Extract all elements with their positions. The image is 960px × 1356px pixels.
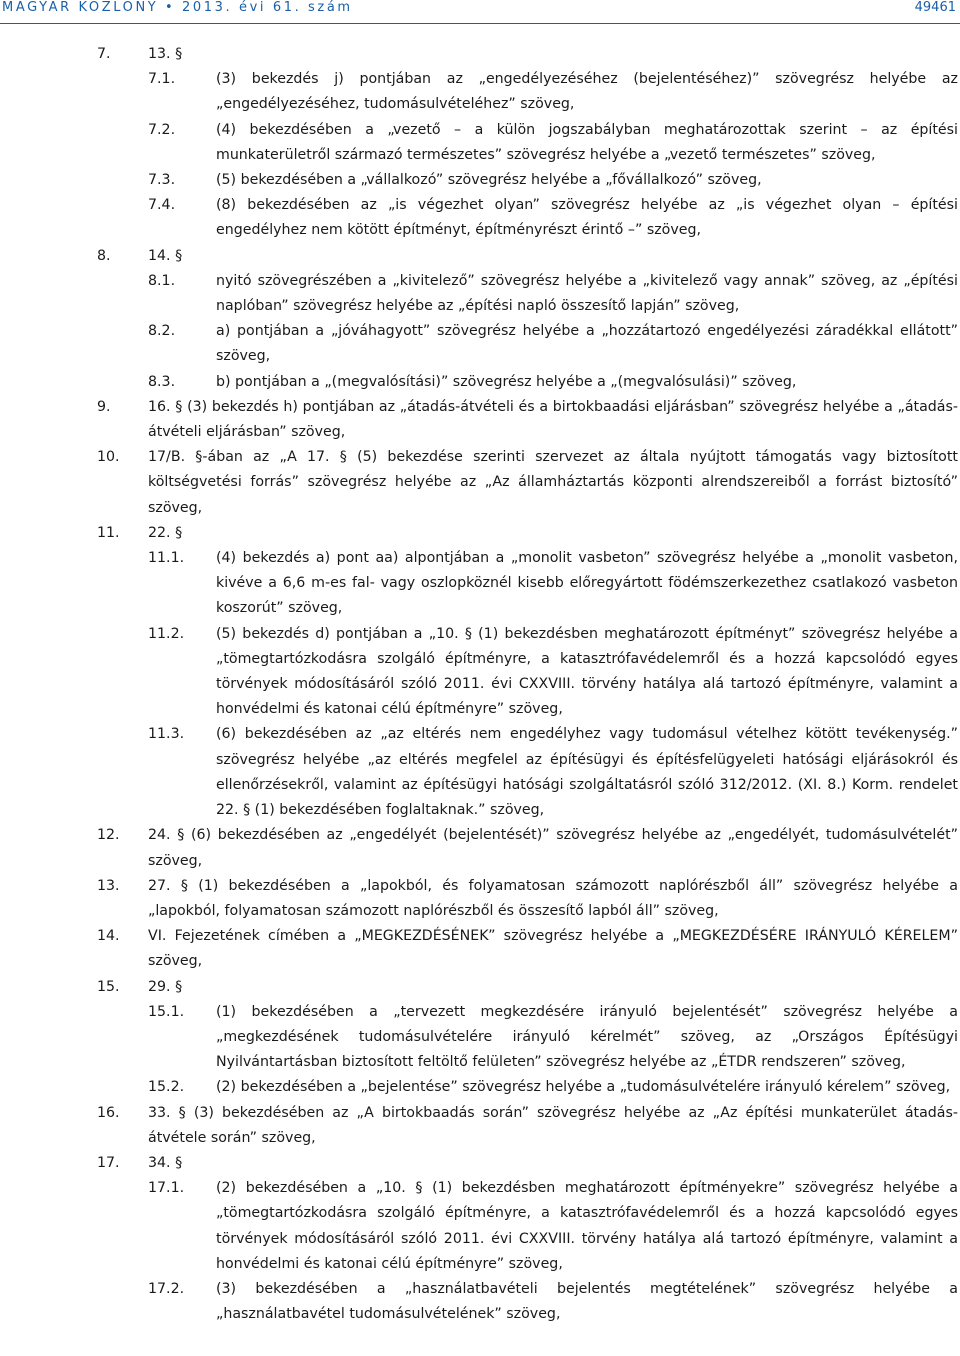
item-text: 13. § xyxy=(148,46,183,62)
sub-item xyxy=(148,1176,958,1277)
item-text: 14. § xyxy=(148,247,183,264)
sub-item-number: 11.3. xyxy=(148,726,185,743)
sub-item-text: (4) bekezdés a) pont aa) alpontjában a „monolit vasbeton” szövegrész helyébe a „monolit vasbeton, kivéve a 6,6 m-es fal- vagy oszlopköznél kisebb előregyártott födémszerkezethez csatlakozó vasbeton koszorút” szöveg, xyxy=(216,550,958,617)
sub-item-number: 8.2. xyxy=(148,323,176,340)
journal-title: MAGYAR KÖZLÖNY • 2013. évi 61. szám xyxy=(2,0,353,15)
sub-item-text: (5) bekezdés d) pontjában a „10. § (1) bekezdésben meghatározott építményt” szövegrész helyébe a „tömegtartózkodásra szolgáló építményre, a katasztrófavédelemről és a hozzá kapcsolódó egyes törvények módosításáról szóló 2011. évi CXXVIII. törvény hatálya alá tartozó építményre, valamint a honvédelmi és katonai célú építményre” szöveg, xyxy=(216,625,958,718)
sub-item-number: 8.1. xyxy=(148,272,176,289)
sub-item-text: (3) bekezdésében a „használatbavételi bejelentés megtételének” szövegrész helyébe a „használatbavétel tudomásulvételének” szöveg, xyxy=(216,1280,958,1323)
list-item xyxy=(0,521,960,823)
sub-item xyxy=(148,370,958,395)
item-number: 13. xyxy=(97,877,120,894)
item-text: 34. § xyxy=(148,1154,183,1171)
item-text: 27. § (1) bekezdésében a „lapokból, és folyamatosan számozott naplórészből áll” szövegrész helyébe a „lapokból, folyamatosan számozott naplórészből és összesítő lapból áll” szöveg, xyxy=(148,877,958,919)
sub-item-number: 7.3. xyxy=(148,172,176,189)
item-number: 14. xyxy=(97,928,120,945)
list-item xyxy=(0,1151,960,1327)
sub-item xyxy=(148,319,958,369)
page-number: 49461 xyxy=(914,0,956,15)
sub-item xyxy=(148,193,958,243)
sub-item-number: 11.2. xyxy=(148,625,185,642)
sub-item xyxy=(148,722,958,823)
item-text: 29. § xyxy=(148,978,183,995)
item-number: 10. xyxy=(97,449,120,466)
sub-item-number: 7.1. xyxy=(148,71,176,88)
sub-item xyxy=(148,67,958,117)
list-item xyxy=(0,1101,960,1151)
item-number: 12. xyxy=(97,827,120,844)
sub-item-text: nyitó szövegrészében a „kivitelező” szövegrész helyébe a „kivitelező vagy annak” szöveg, az „építési naplóban” szövegrész helyébe az „építési napló összesítő lapján” szöveg, xyxy=(216,272,958,315)
sub-item-text: (2) bekezdésében a „bejelentése” szövegrész helyébe a „tudomásulvételére irányuló kérelem” szöveg, xyxy=(216,1079,951,1096)
sub-item-text: b) pontjában a „(megvalósítási)” szövegrész helyébe a „(megvalósulási)” szöveg, xyxy=(216,373,797,390)
sub-item-number: 15.2. xyxy=(148,1079,185,1096)
item-text: VI. Fejezetének címében a „MEGKEZDÉSÉNEK” szövegrész helyébe a „MEGKEZDÉSÉRE IRÁNYULÓ KÉRELEM” szöveg, xyxy=(148,928,958,970)
item-number: 11. xyxy=(97,524,120,541)
sub-item-number: 8.3. xyxy=(148,373,176,390)
sub-item-text: (6) bekezdésében az „az eltérés nem engedélyhez vagy tudomásul vételhez kötött tevékenység.” szövegrész helyébe „az eltérés megfelel az építésügyi és építésfelügyeleti hatósági eljárásokról és ellenőrzésekről, valamint az építésügyi hatósági szolgáltatásról szóló 312/2012. (XI. 8.) Korm. rendelet 22. § (1) bekezdésében foglaltaknak.” szöveg, xyxy=(216,726,958,819)
sub-item xyxy=(148,118,958,168)
page-header xyxy=(0,0,960,22)
sub-item-number: 7.2. xyxy=(148,121,176,138)
sub-item xyxy=(148,1277,958,1327)
sub-item-text: (5) bekezdésében a „vállalkozó” szövegrész helyébe a „fővállalkozó” szöveg, xyxy=(216,172,762,189)
sub-item xyxy=(148,1075,958,1100)
list-item xyxy=(0,395,960,445)
amendment-list xyxy=(0,42,960,1327)
sub-item-text: (3) bekezdés j) pontjában az „engedélyezéséhez (bejelentéséhez)” szövegrész helyébe az „engedélyezéséhez, tudomásulvételéhez” szöveg, xyxy=(216,71,958,113)
sub-item xyxy=(148,269,958,319)
sub-item-text: (4) bekezdésében a „vezető – a külön jogszabályban meghatározottak szerint – az építési munkaterületről származó természetes” szövegrész helyébe a „vezető természetes” szöveg, xyxy=(216,121,958,163)
list-item xyxy=(0,823,960,873)
sub-item xyxy=(148,1000,958,1076)
list-item xyxy=(0,445,960,521)
sub-item xyxy=(148,168,958,193)
list-item xyxy=(0,874,960,924)
item-text: 24. § (6) bekezdésében az „engedélyét (bejelentését)” szövegrész helyébe az „engedélyét, tudomásulvételét” szöveg, xyxy=(148,827,958,869)
sub-item-number: 17.2. xyxy=(148,1280,185,1297)
item-text: 16. § (3) bekezdés h) pontjában az „átadás-átvételi és a birtokbaadási eljárásban” szövegrész helyébe a „átadás-átvételi eljárásban” szöveg, xyxy=(148,398,958,441)
sub-item-text: (8) bekezdésében az „is végezhet olyan” szövegrész helyébe az „is végezhet olyan – építési engedélyhez nem kötött építményt, építményrészt érintő –” szöveg, xyxy=(216,197,958,239)
item-number: 7. xyxy=(97,46,111,62)
sub-item xyxy=(148,622,958,723)
sub-item-number: 11.1. xyxy=(148,550,185,567)
sub-item-number: 7.4. xyxy=(148,197,176,214)
list-item xyxy=(0,975,960,1101)
sub-item-number: 17.1. xyxy=(148,1180,185,1197)
item-text: 22. § xyxy=(148,524,183,541)
sub-item xyxy=(148,546,958,622)
header-rule xyxy=(0,23,960,24)
list-item xyxy=(0,244,960,395)
item-text: 33. § (3) bekezdésében az „A birtokbaadás során” szövegrész helyébe az „Az építési munkaterület átadás-átvétele során” szöveg, xyxy=(148,1104,958,1146)
item-number: 9. xyxy=(97,398,111,415)
item-number: 8. xyxy=(97,247,111,264)
item-number: 15. xyxy=(97,978,120,995)
sub-item-text: (2) bekezdésében a „10. § (1) bekezdésben meghatározott építményekre” szövegrész helyébe a „tömegtartózkodásra szolgáló építményre, a katasztrófavédelemről és a hozzá kapcsolódó egyes törvények módosításáról szóló 2011. évi CXXVIII. törvény hatálya alá tartozó építményre, valamint a honvédelmi és katonai célú építményre” szöveg, xyxy=(216,1180,958,1272)
item-number: 17. xyxy=(97,1154,120,1171)
item-number: 16. xyxy=(97,1104,120,1121)
list-item xyxy=(0,924,960,974)
item-text: 17/B. §-ában az „A 17. § (5) bekezdése szerinti szervezet az általa nyújtott támogatás vagy biztosított költségvetési forrás” szövegrész helyébe az „Az államháztartás központi alrendszereiből a forrást biztosító” szöveg, xyxy=(148,449,958,516)
sub-item-number: 15.1. xyxy=(148,1003,185,1020)
sub-item-text: (1) bekezdésében a „tervezett megkezdésére irányuló bejelentését” szövegrész helyébe a „megkezdésének tudomásulvételére irányuló kérelmét” szöveg, az „Országos Építésügyi Nyilvántartásban biztosított feltöltő felületen” szövegrész helyébe az „ÉTDR rendszeren” szöveg, xyxy=(216,1003,958,1071)
list-item xyxy=(0,42,960,244)
sub-item-text: a) pontjában a „jóváhagyott” szövegrész helyébe a „hozzátartozó engedélyezési záradékkal ellátott” szöveg, xyxy=(216,323,958,365)
